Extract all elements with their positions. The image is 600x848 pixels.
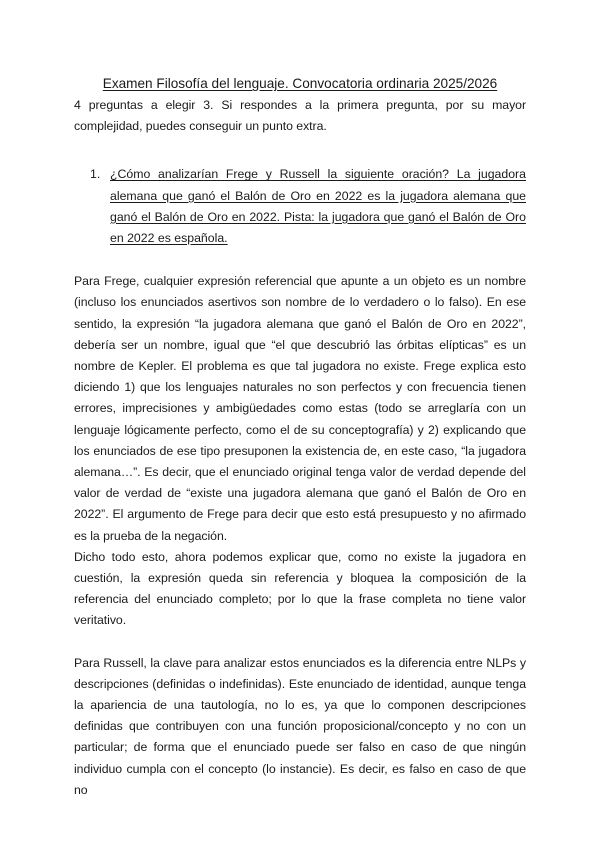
exam-instructions: 4 preguntas a elegir 3. Si respondes a la primera pregunta, por su mayor complejidad, puedes conseguir un punto extra.	[74, 98, 526, 134]
answer-paragraph-frege-conclusion: Dicho todo esto, ahora podemos explicar que, como no existe la jugadora en cuestión, la expresión queda sin referencia y bloquea la composición de la referencia del enunciado completo; por lo que la frase completa no tiene valor veritativo.	[74, 549, 526, 628]
question-text: ¿Cómo analizarían Frege y Russell la siguiente oración? La jugadora alemana que ganó el Balón de Oro en 2022 es la jugadora alemana que ganó el Balón de Oro en 2022. Pista: la jugadora que ganó el Balón de Oro en 2022 es española.	[110, 167, 526, 246]
exam-title: Examen Filosofía del lenguaje. Convocatoria ordinaria 2025/2026	[102, 76, 498, 91]
question-number: 1.	[90, 167, 101, 182]
answer-paragraph-russell: Para Russell, la clave para analizar estos enunciados es la diferencia entre NLPs y descripciones (definidas o indefinidas). Este enunciado de identidad, aunque tenga la apariencia de una tautología, no lo es, ya que lo componen descripciones definidas que contribuyen con una función proposicional/concepto y no con un particular; de forma que el enunciado puede ser falso en caso de que ningún individuo cumpla con el concepto (lo instancie). Es decir, es falso en caso de que no	[74, 655, 526, 797]
answer-paragraph-frege: Para Frege, cualquier expresión referencial que apunte a un objeto es un nombre (incluso los enunciados asertivos son nombre de lo verdadero o lo falso). En ese sentido, la expresión “la jugadora alemana que ganó el Balón de Oro en 2022”, debería ser un nombre, igual que “el que descubrió las órbitas elípticas” es un nombre de Kepler. El problema es que tal jugadora no existe. Frege explica esto diciendo 1) que los lenguajes naturales no son perfectos y con frecuencia tienen errores, imprecisiones y ambigüedades como estas (todo se arreglaría con un lenguaje lógicamente perfecto, como el de su conceptografía) y 2) explicando que los enunciados de ese tipo presuponen la existencia de, en este caso, “la jugadora alemana…”. Es decir, que el enunciado original tenga valor de verdad depende del valor de verdad de “existe una jugadora alemana que ganó el Balón de Oro en 2022”. El argumento de Frege para decir que esto está presupuesto y no afirmado es la prueba de la negación.	[74, 274, 526, 543]
question-item	[74, 164, 526, 249]
